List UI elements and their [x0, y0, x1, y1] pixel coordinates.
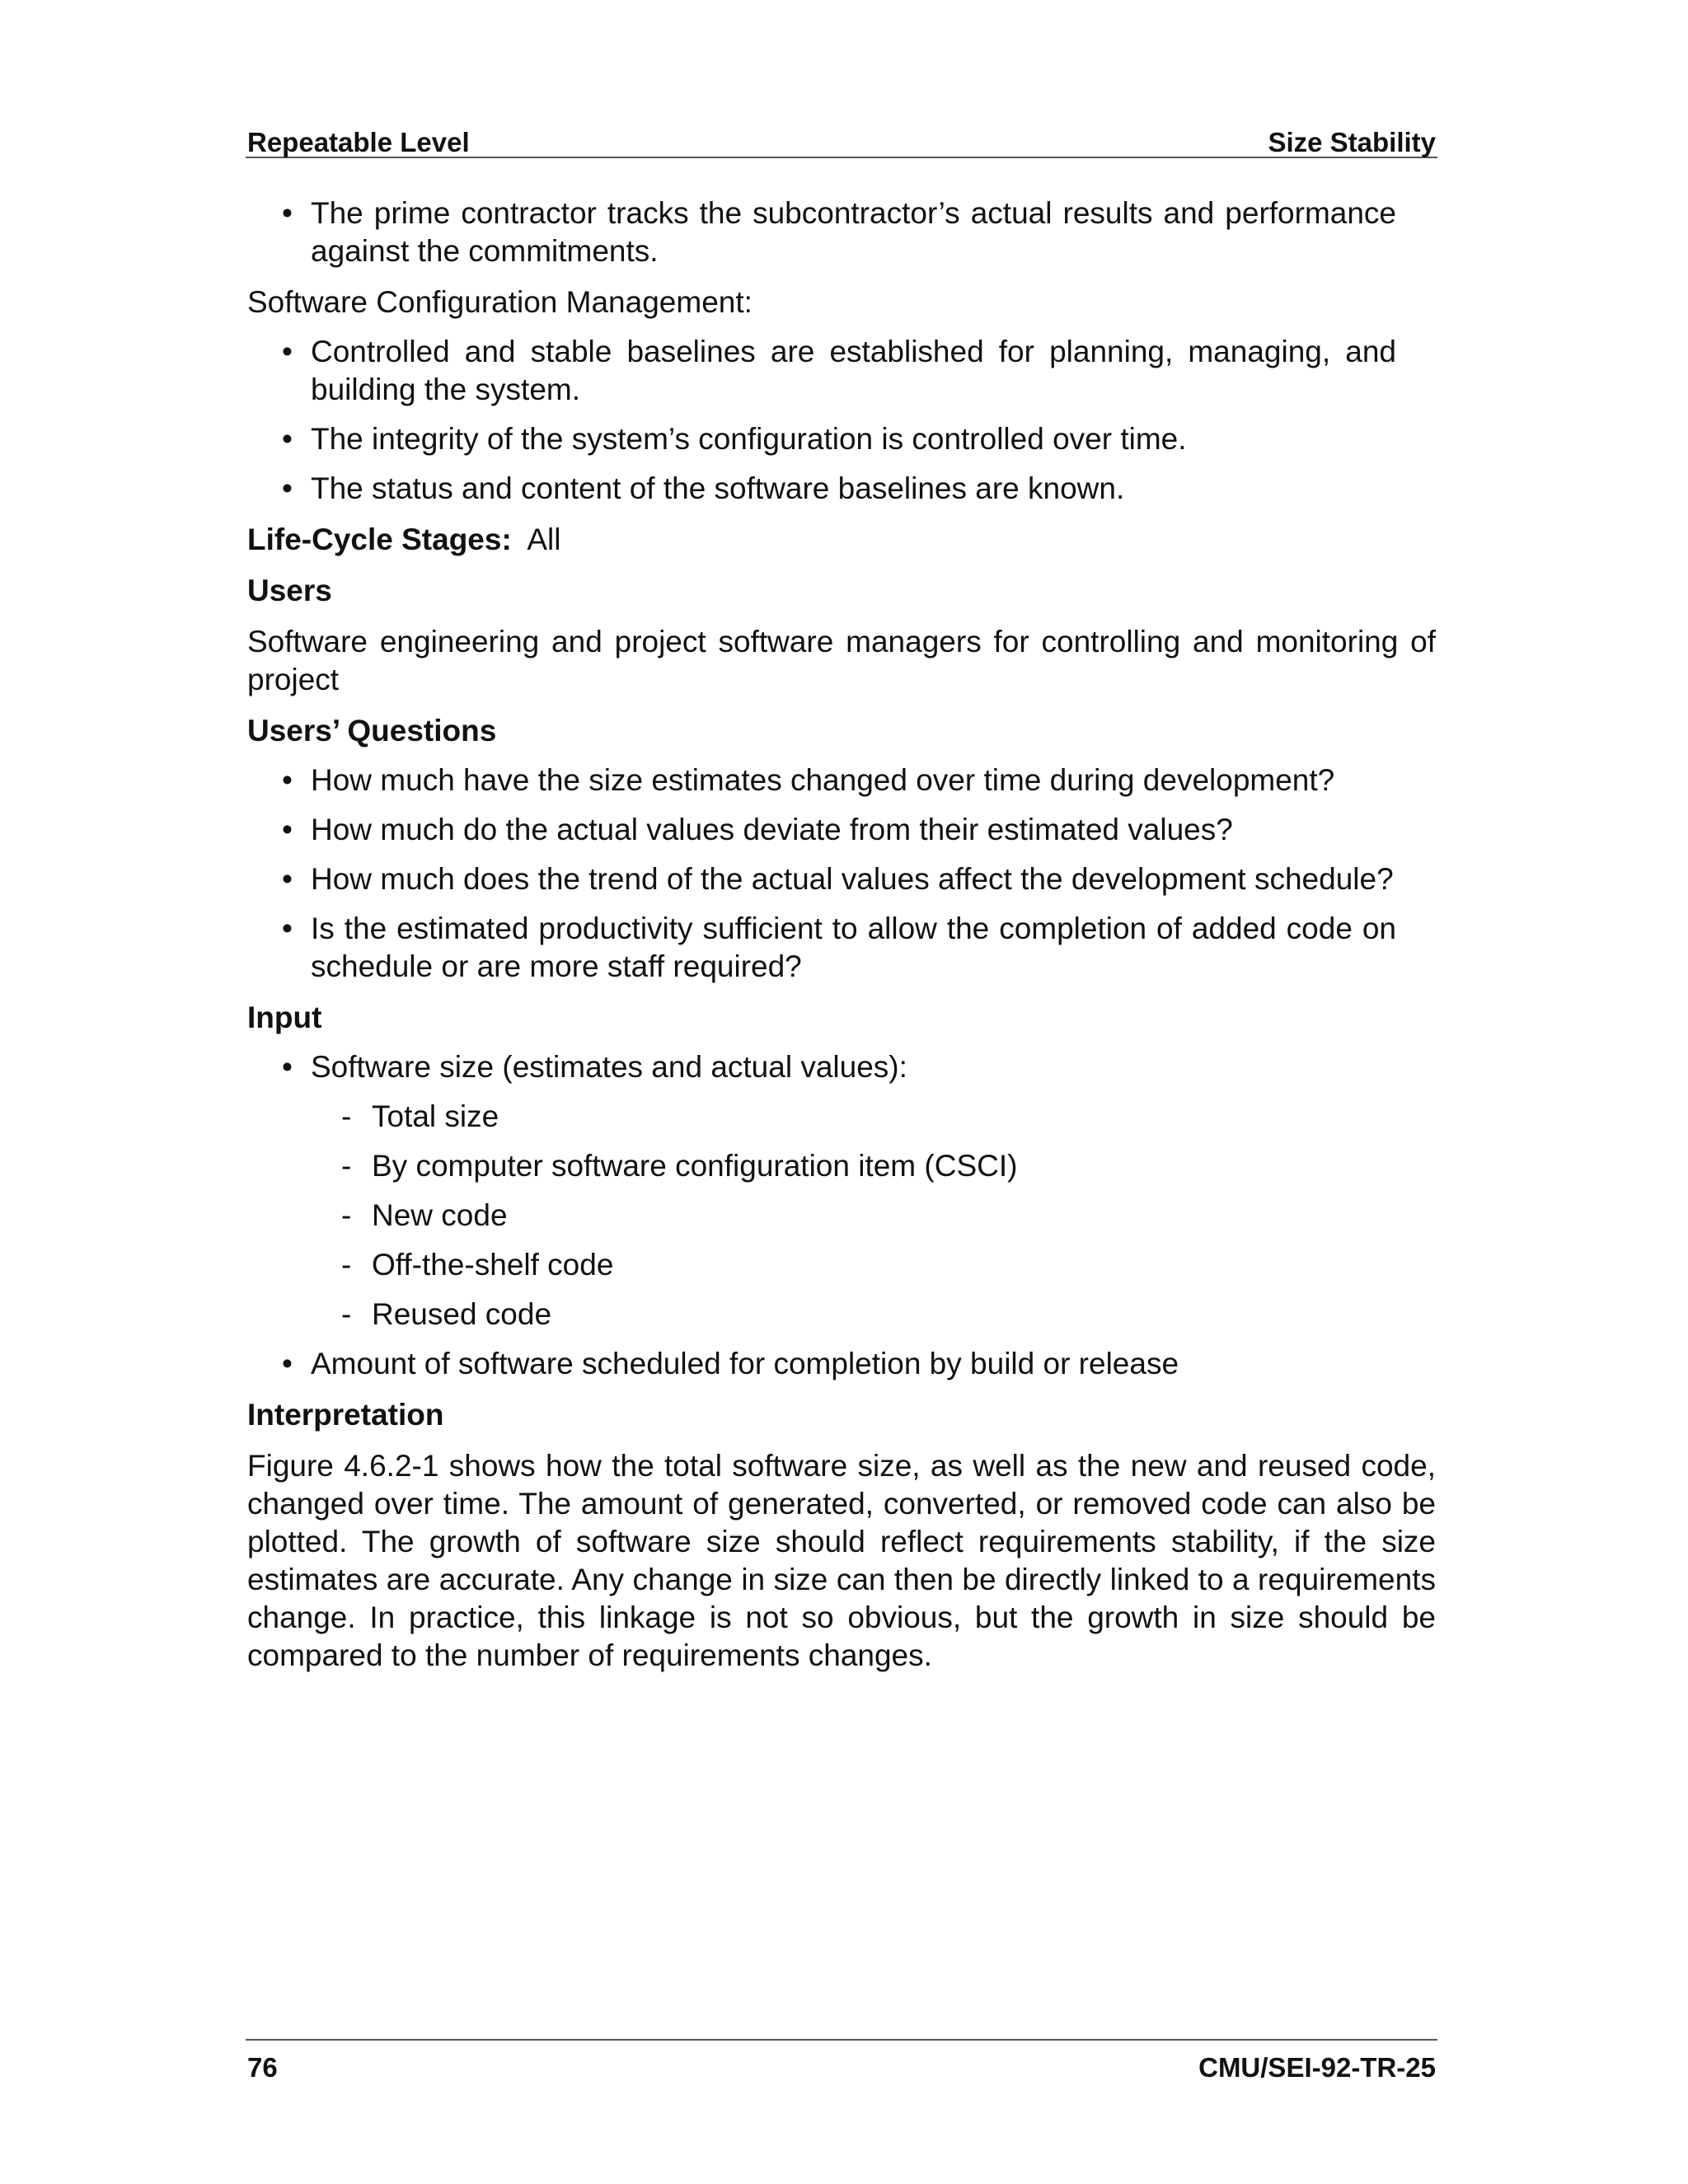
sub-list-item — [247, 1246, 1396, 1284]
bullet-icon: • — [282, 813, 293, 846]
list-item — [247, 333, 1436, 409]
page-header — [246, 122, 1437, 158]
sub-list-item-text: Total size — [372, 1099, 499, 1133]
list-item — [247, 762, 1436, 799]
bullet-icon: • — [282, 1347, 293, 1380]
scm-bullet-list — [247, 333, 1436, 508]
sub-list-item — [247, 1098, 1396, 1136]
list-item — [247, 811, 1436, 849]
lifecycle-value: All — [527, 523, 561, 556]
page-number: 76 — [247, 2052, 278, 2083]
dash-icon: - — [341, 1198, 352, 1232]
dash-icon: - — [341, 1297, 352, 1331]
sub-list-item — [247, 1147, 1396, 1185]
list-item-text: Controlled and stable baselines are established for planning, managing, and building the system. — [311, 335, 1396, 406]
page-footer — [246, 2039, 1437, 2090]
bullet-icon: • — [282, 471, 293, 505]
bullet-icon: • — [282, 862, 293, 896]
list-item-text: The prime contractor tracks the subcontractor’s actual results and performance against the commitments. — [311, 196, 1396, 268]
users-text: Software engineering and project software managers for controlling and monitoring of project — [247, 625, 1436, 696]
lifecycle-label: Life-Cycle Stages: — [247, 523, 512, 556]
bullet-icon: • — [282, 912, 293, 945]
input-sub-list — [247, 1098, 1396, 1333]
list-item — [247, 860, 1436, 898]
questions-bullet-list — [247, 762, 1436, 986]
list-item-text: How much do the actual values deviate from their estimated values? — [311, 813, 1233, 846]
questions-heading: Users’ Questions — [247, 714, 497, 748]
input-bullet-list — [247, 1048, 1436, 1383]
bullet-icon: • — [282, 422, 293, 456]
list-item — [247, 194, 1436, 270]
page-content — [247, 194, 1436, 1675]
list-item-text: The status and content of the software baselines are known. — [311, 471, 1125, 505]
sub-list-item-text: New code — [372, 1198, 508, 1232]
sub-list-item-text: Reused code — [372, 1297, 552, 1331]
list-item-text: How much does the trend of the actual values affect the development schedule? — [311, 862, 1394, 896]
sub-list-item-text: By computer software configuration item (CSCI) — [372, 1149, 1018, 1183]
bullet-icon: • — [282, 1050, 293, 1084]
list-item — [247, 910, 1436, 986]
report-id: CMU/SEI-92-TR-25 — [1198, 2052, 1436, 2083]
list-item-text: Amount of software scheduled for completion by build or release — [311, 1347, 1179, 1380]
users-heading: Users — [247, 574, 332, 607]
interpretation-text: Figure 4.6.2-1 shows how the total software size, as well as the new and reused code, changed over time. The amount of generated, converted, or removed code can also be plotted. The growth of software size should reflect requirements stability, if the size estimates are accurate. Any change in size can then be directly linked to a requirements change. In practice, this linkage is not so obvious, but the growth in size should be compared to the number of requirements changes. — [247, 1449, 1436, 1672]
header-section-title: Size Stability — [1268, 127, 1436, 157]
scm-title: Software Configuration Management: — [247, 285, 753, 319]
sub-list-item — [247, 1197, 1396, 1235]
header-section-level: Repeatable Level — [247, 127, 470, 157]
lifecycle-line — [247, 521, 1436, 559]
list-item-text: Is the estimated productivity sufficient to allow the completion of added code on schedule or are more staff required? — [311, 912, 1396, 983]
interpretation-heading: Interpretation — [247, 1398, 444, 1432]
sub-list-item-text: Off-the-shelf code — [372, 1248, 614, 1282]
list-item — [247, 1048, 1436, 1333]
sub-list-item — [247, 1296, 1396, 1333]
list-item — [247, 470, 1436, 508]
list-item — [247, 1345, 1436, 1383]
dash-icon: - — [341, 1099, 352, 1133]
input-heading: Input — [247, 1001, 322, 1034]
dash-icon: - — [341, 1149, 352, 1183]
list-item-text: Software size (estimates and actual values): — [311, 1050, 907, 1084]
list-item-text: The integrity of the system’s configuration is controlled over time. — [311, 422, 1187, 456]
list-item-text: How much have the size estimates changed over time during development? — [311, 763, 1335, 797]
intro-bullet-list — [247, 194, 1436, 270]
bullet-icon: • — [282, 335, 293, 368]
bullet-icon: • — [282, 196, 293, 230]
list-item — [247, 420, 1436, 458]
bullet-icon: • — [282, 763, 293, 797]
dash-icon: - — [341, 1248, 352, 1282]
